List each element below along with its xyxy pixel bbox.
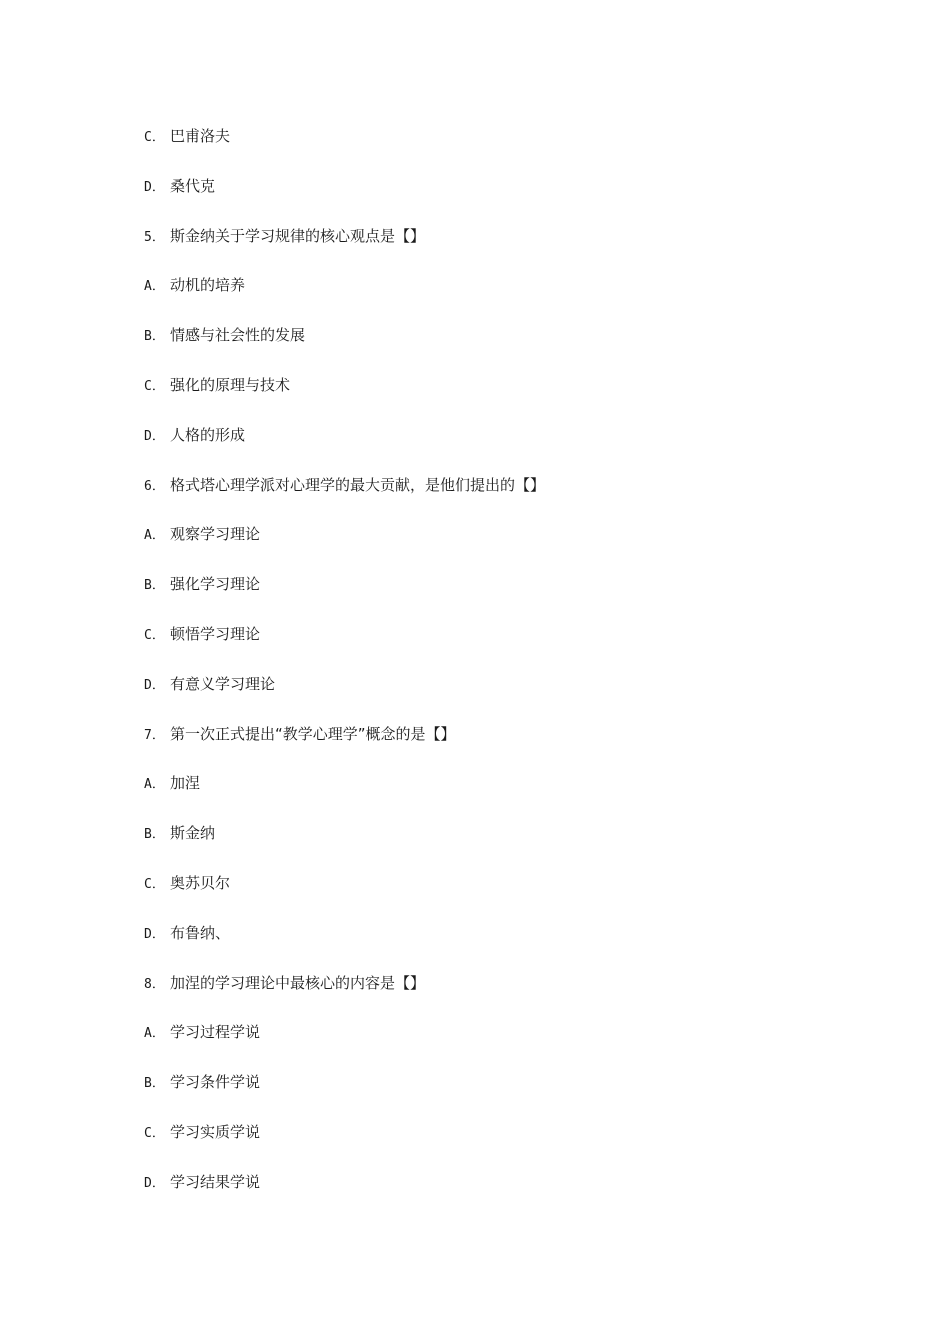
option-text: 奥苏贝尔 — [170, 873, 231, 892]
option-line — [144, 422, 824, 472]
option-line — [144, 671, 824, 721]
option-mark: D． — [144, 926, 165, 942]
question-line — [144, 472, 824, 522]
question-number: 5． — [144, 229, 165, 245]
option-line — [144, 272, 824, 322]
option-line — [144, 920, 824, 970]
option-mark: C． — [144, 627, 165, 643]
option-text: 学习结果学说 — [170, 1172, 261, 1191]
question-number: 6． — [144, 478, 165, 494]
question-number: 7． — [144, 727, 165, 743]
option-text: 观察学习理论 — [170, 525, 261, 544]
option-line — [144, 571, 824, 621]
option-text: 加涅 — [170, 774, 201, 793]
question-text: 斯金纳关于学习规律的核心观点是【】 — [170, 226, 426, 245]
option-mark: D． — [144, 677, 165, 693]
option-mark: D． — [144, 428, 165, 444]
option-mark: B． — [144, 578, 165, 594]
question-line — [144, 223, 824, 273]
option-text: 学习过程学说 — [170, 1023, 261, 1042]
option-text: 强化的原理与技术 — [170, 375, 291, 394]
option-line — [144, 1069, 824, 1119]
option-mark: D． — [144, 1175, 165, 1191]
option-line — [144, 372, 824, 422]
option-mark: A． — [144, 279, 165, 295]
option-line — [144, 173, 824, 223]
option-text: 人格的形成 — [170, 425, 246, 444]
option-line — [144, 1019, 824, 1069]
option-text: 学习实质学说 — [170, 1122, 261, 1141]
option-text: 情感与社会性的发展 — [170, 326, 306, 345]
option-text: 有意义学习理论 — [170, 674, 276, 693]
option-line — [144, 870, 824, 920]
question-list — [144, 123, 824, 1219]
option-mark: A． — [144, 528, 165, 544]
question-text: 格式塔心理学派对心理学的最大贡献，是他们提出的【】 — [170, 475, 546, 494]
option-text: 强化学习理论 — [170, 575, 261, 594]
option-mark: C． — [144, 378, 165, 394]
option-mark: B． — [144, 1076, 165, 1092]
option-text: 布鲁纳、 — [170, 923, 231, 942]
option-text: 巴甫洛夫 — [170, 127, 231, 145]
option-text: 桑代克 — [170, 176, 216, 195]
option-line — [144, 820, 824, 870]
option-line — [144, 123, 824, 173]
option-text: 动机的培养 — [170, 276, 246, 295]
option-text: 斯金纳 — [170, 824, 216, 843]
option-line — [144, 1169, 824, 1219]
question-number: 8． — [144, 976, 165, 992]
question-line — [144, 970, 824, 1020]
option-line — [144, 322, 824, 372]
option-line — [144, 521, 824, 571]
question-text: 第一次正式提出“教学心理学”概念的是【】 — [170, 724, 456, 743]
option-mark: C． — [144, 130, 165, 145]
option-line — [144, 1119, 824, 1169]
option-mark: B． — [144, 827, 165, 843]
option-text: 顿悟学习理论 — [170, 624, 261, 643]
option-mark: A． — [144, 777, 165, 793]
option-line — [144, 621, 824, 671]
option-mark: B． — [144, 329, 165, 345]
option-line — [144, 770, 824, 820]
option-text: 学习条件学说 — [170, 1073, 261, 1092]
question-line — [144, 721, 824, 771]
option-mark: D． — [144, 179, 165, 195]
option-mark: A． — [144, 1026, 165, 1042]
question-text: 加涅的学习理论中最核心的内容是【】 — [170, 973, 426, 992]
option-mark: C． — [144, 1125, 165, 1141]
option-mark: C． — [144, 876, 165, 892]
